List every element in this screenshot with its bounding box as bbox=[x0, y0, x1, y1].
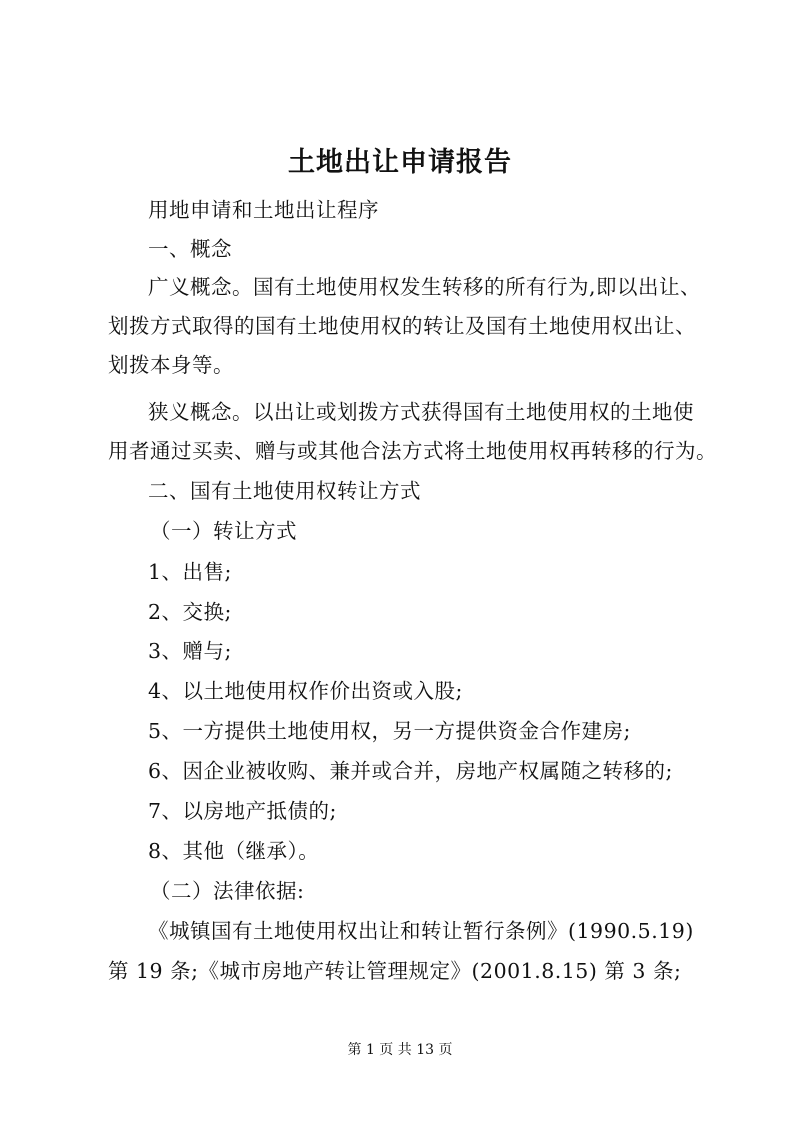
paragraph-line: （一）转让方式 bbox=[150, 519, 297, 543]
list-item: 4、以土地使用权作价出资或入股; bbox=[148, 679, 463, 703]
paragraph-line: 狭义概念。以出让或划拨方式获得国有土地使用权的土地使 bbox=[148, 400, 694, 424]
list-item: 3、赠与; bbox=[148, 639, 232, 663]
paragraph-line: 二、国有土地使用权转让方式 bbox=[148, 479, 421, 503]
paragraph-line: 第 19 条;《城市房地产转让管理规定》(2001.8.15) 第 3 条; bbox=[108, 959, 682, 983]
list-item: 5、一方提供土地使用权，另一方提供资金合作建房; bbox=[148, 719, 631, 743]
paragraph-line: 一、概念 bbox=[148, 237, 232, 261]
list-item: 8、其他（继承）。 bbox=[148, 839, 320, 863]
paragraph-line: 用地申请和土地出让程序 bbox=[148, 198, 379, 222]
paragraph-line: 划拨方式取得的国有土地使用权的转让及国有土地使用权出让、 bbox=[108, 314, 696, 338]
list-item: 2、交换; bbox=[148, 600, 232, 624]
paragraph-line: 广义概念。国有土地使用权发生转移的所有行为,即以出让、 bbox=[148, 275, 702, 299]
page-footer: 第 1 页 共 13 页 bbox=[347, 1042, 453, 1058]
list-item: 7、以房地产抵债的; bbox=[148, 799, 337, 823]
paragraph-line: 用者通过买卖、赠与或其他合法方式将土地使用权再转移的行为。 bbox=[108, 439, 717, 463]
paragraph-line: 《城镇国有土地使用权出让和转让暂行条例》(1990.5.19) bbox=[148, 919, 694, 943]
paragraph-line: （二）法律依据: bbox=[150, 879, 305, 903]
list-item: 1、出售; bbox=[148, 560, 232, 584]
list-item: 6、因企业被收购、兼并或合并，房地产权属随之转移的; bbox=[148, 759, 673, 783]
document-title: 土地出让申请报告 bbox=[288, 147, 512, 178]
paragraph-line: 划拨本身等。 bbox=[108, 353, 234, 377]
